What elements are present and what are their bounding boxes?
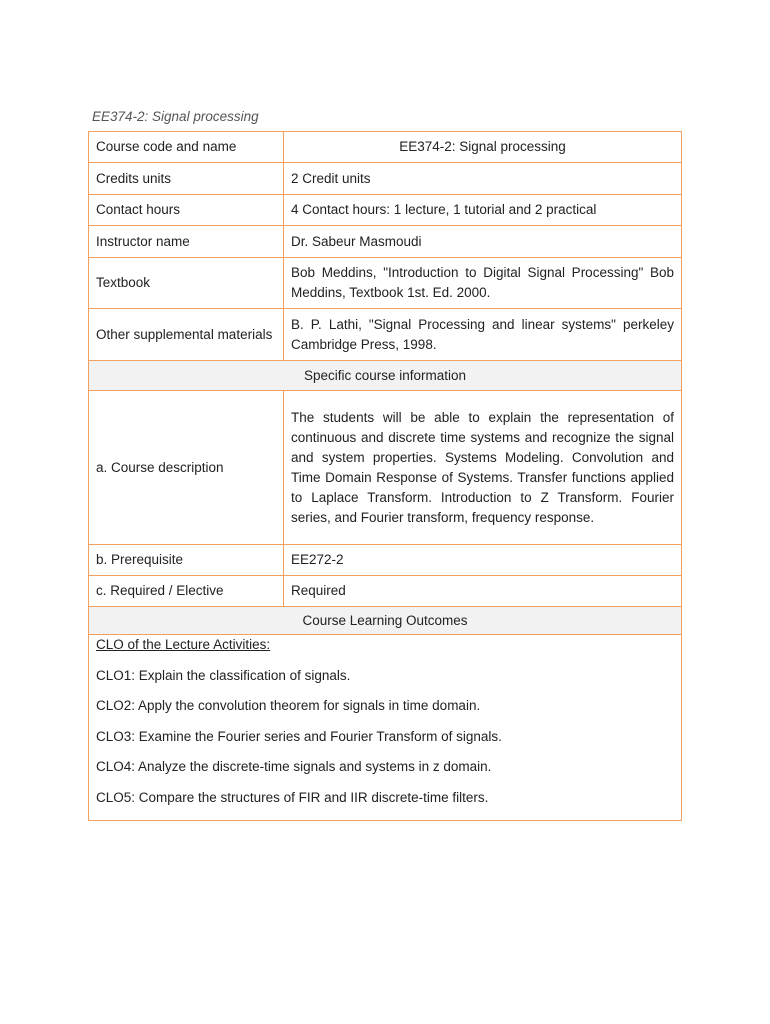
row-prerequisite — [89, 545, 682, 576]
outcomes-header: Course Learning Outcomes — [89, 607, 682, 635]
supplemental-label: Other supplemental materials — [89, 309, 284, 361]
clo-cell — [89, 635, 682, 821]
clo-item: CLO3: Examine the Fourier series and Fourier Transform of signals. — [96, 728, 502, 744]
supplemental-value: B. P. Lathi, "Signal Processing and linear systems" perkeley Cambridge Press, 1998. — [284, 309, 682, 361]
description-value: The students will be able to explain the representation of continuous and discrete time systems and recognize the signal and system properties. Systems Modeling. Convolution and Time Domain Response of Systems. Transfer functions applied to Laplace Transform. Introduction to Z Transform. Fourier series, and Fourier transform, frequency response. — [284, 391, 682, 545]
row-description — [89, 391, 682, 545]
credits-label: Credits units — [89, 163, 284, 195]
contact-value: 4 Contact hours: 1 lecture, 1 tutorial and 2 practical — [284, 195, 682, 226]
clo-item: CLO1: Explain the classification of signals. — [96, 667, 351, 683]
row-supplemental — [89, 309, 682, 361]
clo-item: CLO2: Apply the convolution theorem for signals in time domain. — [96, 698, 481, 713]
clo-heading: CLO of the Lecture Activities: — [96, 637, 271, 652]
row-contact — [89, 195, 682, 226]
row-instructor — [89, 226, 682, 258]
row-clos — [89, 635, 682, 821]
prerequisite-label: b. Prerequisite — [89, 545, 284, 576]
clo-list — [96, 666, 674, 820]
required-value: Required — [284, 576, 682, 607]
course-value: EE374-2: Signal processing — [284, 132, 682, 163]
row-course — [89, 132, 682, 163]
table-caption: EE374-2: Signal processing — [92, 109, 259, 124]
textbook-value: Bob Meddins, "Introduction to Digital Signal Processing" Bob Meddins, Textbook 1st. Ed. 2000. — [284, 258, 682, 309]
course-spec-table — [88, 131, 682, 821]
credits-value: 2 Credit units — [284, 163, 682, 195]
row-outcomes-header — [89, 607, 682, 635]
specific-header: Specific course information — [89, 361, 682, 391]
prerequisite-value: EE272-2 — [284, 545, 682, 576]
instructor-label: Instructor name — [89, 226, 284, 258]
row-textbook — [89, 258, 682, 309]
textbook-label: Textbook — [89, 258, 284, 309]
contact-label: Contact hours — [89, 195, 284, 226]
instructor-value: Dr. Sabeur Masmoudi — [284, 226, 682, 258]
description-label: a. Course description — [89, 391, 284, 545]
clo-item: CLO5: Compare the structures of FIR and IIR discrete-time filters. — [96, 789, 489, 805]
row-specific-header — [89, 361, 682, 391]
clo-item: CLO4: Analyze the discrete-time signals and systems in z domain. — [96, 759, 492, 774]
row-credits — [89, 163, 682, 195]
course-label: Course code and name — [89, 132, 284, 163]
row-required — [89, 576, 682, 607]
required-label: c. Required / Elective — [89, 576, 284, 607]
